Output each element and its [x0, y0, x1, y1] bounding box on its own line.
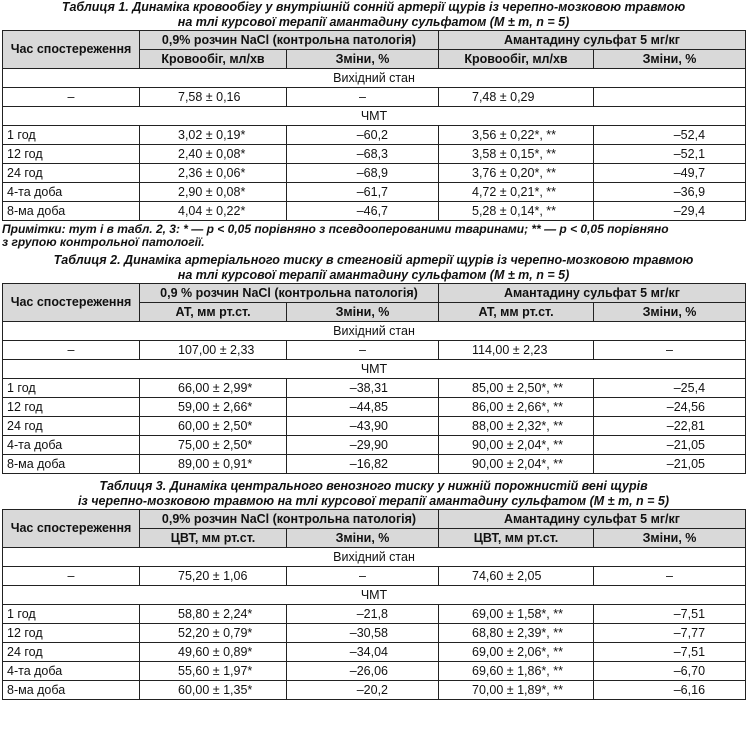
table-cell: –68,9 — [287, 164, 439, 183]
table-cell: 107,00 ± 2,33 — [140, 341, 287, 360]
table3-caption-line2: із черепно-мозковою травмою на тлі курсової терапії амантадину сульфатом (M ± m, n = 5) — [77, 494, 670, 508]
table-cell: 90,00 ± 2,04*, ** — [439, 436, 594, 455]
table2-caption-line1: Таблиця 2. Динаміка артеріального тиску в стегновій артерії щурів із черепно-мозковою травмою — [53, 253, 694, 267]
table2-group2-header: Амантадину сульфат 5 мг/кг — [439, 284, 746, 303]
table-cell: 2,36 ± 0,06* — [140, 164, 287, 183]
table-cell: –21,05 — [594, 436, 746, 455]
table2-tbi-section — [3, 360, 746, 379]
table-cell: 8-ма доба — [3, 455, 140, 474]
table3-metric2-header: ЦВТ, мм рт.ст. — [439, 529, 594, 548]
table-cell: –25,4 — [594, 379, 746, 398]
table-cell: 66,00 ± 2,99* — [140, 379, 287, 398]
table-row — [3, 341, 746, 360]
table2-header-row1 — [3, 284, 746, 303]
table-cell: –61,7 — [287, 183, 439, 202]
table-cell: –6,70 — [594, 662, 746, 681]
table-cell: –49,7 — [594, 164, 746, 183]
table3-baseline-section — [3, 548, 746, 567]
table2-change1-header: Зміни, % — [287, 303, 439, 322]
table-cell: 8-ма доба — [3, 202, 140, 221]
table-cell: – — [3, 88, 140, 107]
table2-metric2-header: АТ, мм рт.ст. — [439, 303, 594, 322]
table-row — [3, 662, 746, 681]
table-cell: 75,20 ± 1,06 — [140, 567, 287, 586]
table1-time-header: Час спостереження — [3, 31, 140, 69]
table-cell: 4-та доба — [3, 662, 140, 681]
table1-header-row1 — [3, 31, 746, 50]
table-cell: –44,85 — [287, 398, 439, 417]
table1-tbi-label: ЧМТ — [3, 107, 746, 126]
table1-baseline-label: Вихідний стан — [3, 69, 746, 88]
table-cell: – — [3, 567, 140, 586]
table3-caption — [2, 479, 745, 509]
table-cell: 86,00 ± 2,66*, ** — [439, 398, 594, 417]
table1-change1-header: Зміни, % — [287, 50, 439, 69]
table-cell: –52,1 — [594, 145, 746, 164]
table-cell: 3,58 ± 0,15*, ** — [439, 145, 594, 164]
table-cell: 4,04 ± 0,22* — [140, 202, 287, 221]
table3-group2-header: Амантадину сульфат 5 мг/кг — [439, 510, 746, 529]
table3-time-header: Час спостереження — [3, 510, 140, 548]
table2-tbi-label: ЧМТ — [3, 360, 746, 379]
table-cell: 4-та доба — [3, 183, 140, 202]
table-cell: 69,00 ± 2,06*, ** — [439, 643, 594, 662]
table-cell: –26,06 — [287, 662, 439, 681]
table-cell: 12 год — [3, 398, 140, 417]
table-cell: 4-та доба — [3, 436, 140, 455]
table-row — [3, 681, 746, 700]
table-cell: 60,00 ± 2,50* — [140, 417, 287, 436]
table-row — [3, 398, 746, 417]
table-cell: – — [3, 341, 140, 360]
table-cell: 3,02 ± 0,19* — [140, 126, 287, 145]
table-cell: –7,51 — [594, 643, 746, 662]
table-cell: 1 год — [3, 126, 140, 145]
table1-caption — [2, 0, 745, 30]
table2-baseline-section — [3, 322, 746, 341]
table-cell: 12 год — [3, 624, 140, 643]
table1 — [2, 30, 746, 221]
table2-group1-header: 0,9 % розчин NaCl (контрольна патологія) — [140, 284, 439, 303]
table-cell: 4,72 ± 0,21*, ** — [439, 183, 594, 202]
table-cell: 1 год — [3, 605, 140, 624]
table1-caption-line2: на тлі курсової терапії амантадину сульфатом (M ± m, n = 5) — [177, 15, 570, 29]
document-page — [2, 0, 745, 700]
table3-caption-line1: Таблиця 3. Динаміка центрального венозного тиску у нижній порожнистій вені щурів — [99, 479, 648, 493]
table3 — [2, 509, 746, 700]
table-cell: 55,60 ± 1,97* — [140, 662, 287, 681]
table-cell: 24 год — [3, 417, 140, 436]
table-cell: 3,76 ± 0,20*, ** — [439, 164, 594, 183]
table-cell: –6,16 — [594, 681, 746, 700]
table-cell: –46,7 — [287, 202, 439, 221]
table-cell: –29,90 — [287, 436, 439, 455]
table1-baseline-section — [3, 69, 746, 88]
table-cell: –22,81 — [594, 417, 746, 436]
table-cell: – — [594, 567, 746, 586]
table2-change2-header: Зміни, % — [594, 303, 746, 322]
table-cell: –20,2 — [287, 681, 439, 700]
table1-group1-header: 0,9% розчин NaCl (контрольна патологія) — [140, 31, 439, 50]
table-cell: 12 год — [3, 145, 140, 164]
table-row — [3, 164, 746, 183]
table-row — [3, 624, 746, 643]
table-cell: 74,60 ± 2,05 — [439, 567, 594, 586]
table-cell: 2,40 ± 0,08* — [140, 145, 287, 164]
table-row — [3, 455, 746, 474]
table-cell: 24 год — [3, 164, 140, 183]
table-cell: –16,82 — [287, 455, 439, 474]
table-cell: 68,80 ± 2,39*, ** — [439, 624, 594, 643]
table-cell: – — [287, 341, 439, 360]
table-cell: –7,51 — [594, 605, 746, 624]
table-cell: 24 год — [3, 643, 140, 662]
table-cell: – — [287, 88, 439, 107]
table-cell: 75,00 ± 2,50* — [140, 436, 287, 455]
table1-metric2-header: Кровообіг, мл/хв — [439, 50, 594, 69]
table-row — [3, 605, 746, 624]
table-cell: 69,60 ± 1,86*, ** — [439, 662, 594, 681]
table-cell: –43,90 — [287, 417, 439, 436]
table-cell: 69,00 ± 1,58*, ** — [439, 605, 594, 624]
table-row — [3, 379, 746, 398]
table2-caption-line2: на тлі курсової терапії амантадину сульфатом (M ± m, n = 5) — [177, 268, 570, 282]
table2-baseline-label: Вихідний стан — [3, 322, 746, 341]
table2-metric1-header: АТ, мм рт.ст. — [140, 303, 287, 322]
table3-change2-header: Зміни, % — [594, 529, 746, 548]
table3-metric1-header: ЦВТ, мм рт.ст. — [140, 529, 287, 548]
table-cell: 70,00 ± 1,89*, ** — [439, 681, 594, 700]
table-cell: 58,80 ± 2,24* — [140, 605, 287, 624]
table-cell: –21,05 — [594, 455, 746, 474]
table-cell: –68,3 — [287, 145, 439, 164]
table3-tbi-section — [3, 586, 746, 605]
table1-notes — [2, 223, 745, 249]
table-cell: 2,90 ± 0,08* — [140, 183, 287, 202]
notes-line1: Примітки: тут і в табл. 2, 3: * — p < 0,05 порівняно з псевдооперованими тваринами; ** — p < 0,05 порівняно — [2, 222, 669, 236]
table-row — [3, 436, 746, 455]
table-cell: 60,00 ± 1,35* — [140, 681, 287, 700]
table-row — [3, 183, 746, 202]
table-row — [3, 145, 746, 164]
table1-metric1-header: Кровообіг, мл/хв — [140, 50, 287, 69]
table-cell: –34,04 — [287, 643, 439, 662]
table-cell: 1 год — [3, 379, 140, 398]
notes-line2: з групою контрольної патології. — [2, 235, 205, 249]
table-cell: 8-ма доба — [3, 681, 140, 700]
table-row — [3, 126, 746, 145]
table-cell: 88,00 ± 2,32*, ** — [439, 417, 594, 436]
table-cell: 85,00 ± 2,50*, ** — [439, 379, 594, 398]
table-cell: 3,56 ± 0,22*, ** — [439, 126, 594, 145]
table-row — [3, 202, 746, 221]
table-cell: –60,2 — [287, 126, 439, 145]
table1-group2-header: Амантадину сульфат 5 мг/кг — [439, 31, 746, 50]
table-row — [3, 88, 746, 107]
table-cell: –7,77 — [594, 624, 746, 643]
table-cell: 52,20 ± 0,79* — [140, 624, 287, 643]
table-cell: –21,8 — [287, 605, 439, 624]
table-cell: –36,9 — [594, 183, 746, 202]
table-cell: 7,48 ± 0,29 — [439, 88, 594, 107]
table-cell: 89,00 ± 0,91* — [140, 455, 287, 474]
table-cell: 90,00 ± 2,04*, ** — [439, 455, 594, 474]
table3-baseline-label: Вихідний стан — [3, 548, 746, 567]
table-cell: 59,00 ± 2,66* — [140, 398, 287, 417]
table-cell: 5,28 ± 0,14*, ** — [439, 202, 594, 221]
table-cell: –52,4 — [594, 126, 746, 145]
table-row — [3, 643, 746, 662]
table-cell: –30,58 — [287, 624, 439, 643]
table-cell: 49,60 ± 0,89* — [140, 643, 287, 662]
table-cell: 114,00 ± 2,23 — [439, 341, 594, 360]
table3-header-row1 — [3, 510, 746, 529]
table2 — [2, 283, 746, 474]
table1-change2-header: Зміни, % — [594, 50, 746, 69]
table2-time-header: Час спостереження — [3, 284, 140, 322]
table1-tbi-section — [3, 107, 746, 126]
table1-caption-line1: Таблиця 1. Динаміка кровообігу у внутрішній сонній артерії щурів із черепно-мозковою травмою — [61, 0, 686, 14]
table-cell — [594, 88, 746, 107]
table-cell: – — [594, 341, 746, 360]
table-cell: –38,31 — [287, 379, 439, 398]
table-cell: –24,56 — [594, 398, 746, 417]
table-cell: –29,4 — [594, 202, 746, 221]
table2-caption — [2, 253, 745, 283]
table3-group1-header: 0,9% розчин NaCl (контрольна патологія) — [140, 510, 439, 529]
table3-change1-header: Зміни, % — [287, 529, 439, 548]
table3-tbi-label: ЧМТ — [3, 586, 746, 605]
table-cell: 7,58 ± 0,16 — [140, 88, 287, 107]
table-row — [3, 417, 746, 436]
table-row — [3, 567, 746, 586]
table-cell: – — [287, 567, 439, 586]
